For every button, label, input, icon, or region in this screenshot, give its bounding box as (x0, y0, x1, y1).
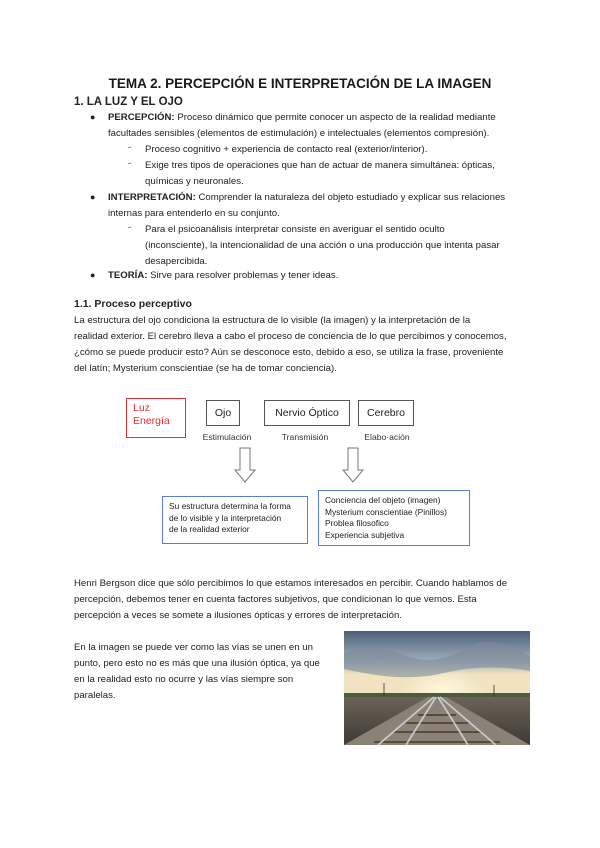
bullet-dot: ● (90, 192, 96, 202)
teoria-line: TEORÍA: Sirve para resolver problemas y tener ideas. (108, 270, 339, 281)
ojo-box: Ojo (206, 400, 240, 426)
percepcion-sub1: Proceso cognitivo + experiencia de contacto real (exterior/interior). (145, 144, 428, 155)
down-arrow-icon (235, 448, 255, 482)
interpretacion-sub1-line1: Para el psicoanálisis interpretar consiste en averiguar el sentido oculto (145, 224, 445, 235)
railway-line1: En la imagen se puede ver como las vías se unen en un (74, 642, 313, 653)
transmision-caption: Transmisión (281, 432, 329, 442)
elaboracion-caption: Elabo·ación (364, 432, 410, 442)
dash-bullet: - (128, 222, 132, 233)
down-arrow-icon (343, 448, 363, 482)
bullet-dot: ● (90, 270, 96, 280)
dash-bullet: - (128, 158, 132, 169)
proceso-line1: La estructura del ojo condiciona la estructura de lo visible (la imagen) y la interpretación de la (74, 315, 471, 326)
dash-bullet: - (128, 142, 132, 153)
bullet-dot: ● (90, 112, 96, 122)
railway-line3: en la realidad esto no ocurre y las vías siempre son (74, 674, 294, 685)
percepcion-line1: PERCEPCIÓN: Proceso dinámico que permite conocer un aspecto de la realidad mediante (108, 112, 496, 123)
interpretacion-sub1-line3: desapercibida. (145, 256, 208, 267)
note-ojo-estructura: Su estructura determina la forma de lo visible y la interpretación de la realidad exterior (162, 496, 308, 544)
railway-line4: paralelas. (74, 690, 116, 701)
nervio-optico-box: Nervio Óptico (264, 400, 350, 426)
percepcion-sub2-line2: químicas y neuronales. (145, 176, 244, 187)
bergson-line2: percepción, debemos tener en cuenta factores subjetivos, que condicionan lo que vemos. Esta (74, 594, 477, 605)
percepcion-sub2-line1: Exige tres tipos de operaciones que han de actuar de manera simultánea: ópticas, (145, 160, 495, 171)
bergson-line1: Henri Bergson dice que sólo percibimos lo que estamos interesados en percibir. Cuando hablamos de (74, 578, 508, 589)
energia-label: Energía (133, 415, 170, 427)
page-title: TEMA 2. PERCEPCIÓN E INTERPRETACIÓN DE LA IMAGEN (108, 76, 492, 91)
railway-line2: punto, pero esto no es más que una ilusión óptica, ya que (74, 658, 320, 669)
estimulacion-caption: Estimulación (202, 432, 252, 442)
railway-illustration (344, 631, 530, 745)
section-heading-proceso-perceptivo: 1.1. Proceso perceptivo (74, 298, 192, 310)
railway-photo (344, 631, 530, 745)
interpretacion-line1: INTERPRETACIÓN: Comprender la naturaleza del objeto estudiado y explicar sus relaciones (108, 192, 506, 203)
proceso-line3: ¿cómo se puede producir esto? Aún se desconoce esto, debido a eso, se utiliza la frase, proveniente (74, 347, 504, 358)
interpretacion-sub1-line2: (inconsciente), la intencionalidad de una acción o una producción que intenta pasar (145, 240, 500, 251)
percepcion-line2: facultades sensibles (elementos de estimulación) e intelectuales (elementos compresión). (108, 128, 490, 139)
proceso-line2: realidad exterior. El cerebro lleva a cabo el proceso de conciencia de lo que percibimos y conocemos, (74, 331, 507, 342)
bergson-line3: percepción a veces se somete a ilusiones ópticas y errores de interpretación. (74, 610, 402, 621)
proceso-line4: del latín; Mysterium conscientiae (se ha de tomar conciencia). (74, 363, 337, 374)
interpretacion-line2: internas para entenderlo en su conjunto. (108, 208, 280, 219)
note-cerebro-conciencia: Conciencia del objeto (imagen) Mysterium conscientiae (Pinillos) Problea filosofico Experiencia subjetiva (318, 490, 470, 546)
luz-label: Luz (133, 402, 150, 414)
section-heading-luz-ojo: 1. LA LUZ Y EL OJO (74, 96, 183, 108)
cerebro-box: Cerebro (358, 400, 414, 426)
